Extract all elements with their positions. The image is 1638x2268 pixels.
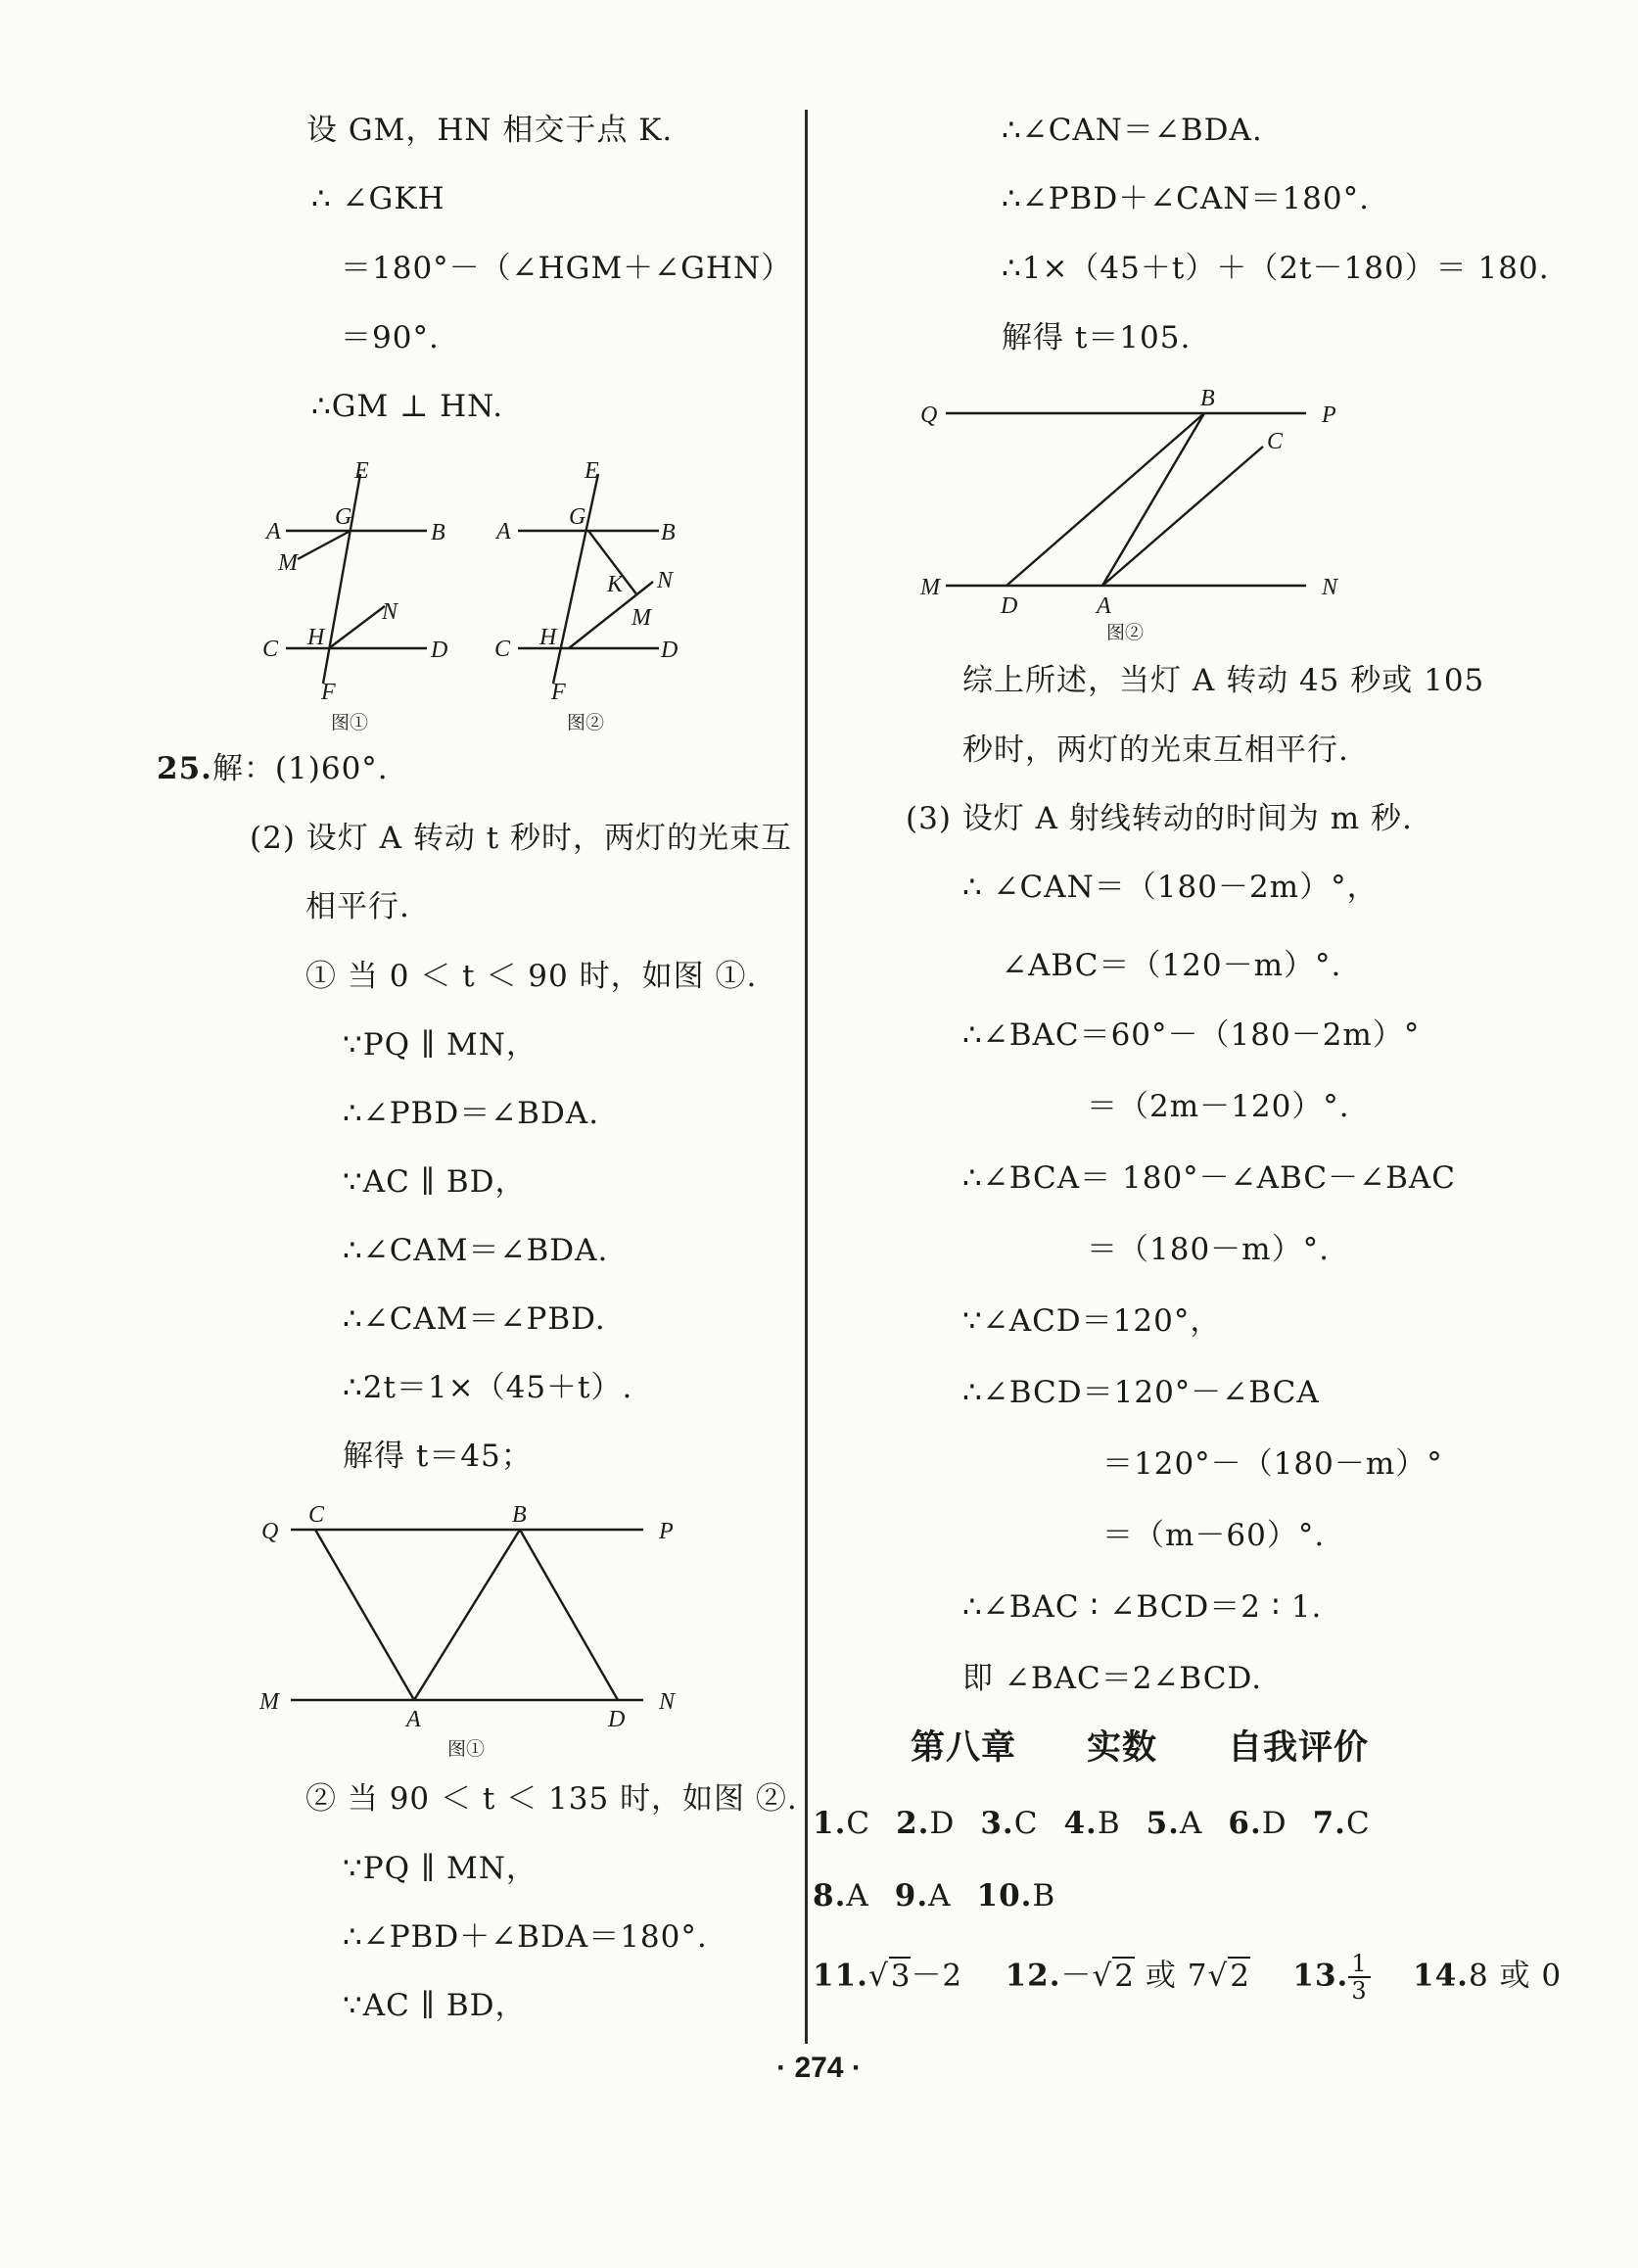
answer-text: － <box>1060 1958 1093 1994</box>
label-b: B <box>431 520 445 545</box>
answer-item <box>1147 1806 1203 1841</box>
figure-caption: 图① <box>447 1739 486 1760</box>
text-line: 综上所述，当灯 A 转动 45 秒或 105 <box>962 663 1485 698</box>
answer-item <box>896 1806 955 1841</box>
text-line: ∴∠BCD＝120°－∠BCA <box>962 1375 1320 1410</box>
figure-pq-mn-2 <box>911 382 1361 656</box>
label-m: M <box>920 575 940 600</box>
answer-item <box>813 1806 870 1841</box>
text-line: ∴∠BAC＝60°－（180－2m）° <box>962 1017 1421 1053</box>
numerator: 1 <box>1348 1951 1370 1978</box>
label-f: F <box>321 680 336 705</box>
label-q: Q <box>920 402 938 428</box>
radicand: 2 <box>1230 1958 1250 1994</box>
label-f: F <box>551 680 566 705</box>
label-h: H <box>307 625 325 650</box>
label-c: C <box>262 637 279 662</box>
label-m: M <box>278 550 298 576</box>
text-line: ∴∠BCA＝ 180°－∠ABC－∠BAC <box>962 1160 1456 1196</box>
text-line: (3) 设灯 A 射线转动的时间为 m 秒. <box>906 801 1413 836</box>
label-p: P <box>1322 402 1336 428</box>
page-number: · 274 · <box>776 2052 862 2084</box>
text-line: ∴ ∠GKH <box>311 181 445 216</box>
answer-item <box>977 1878 1056 1914</box>
label-h: H <box>539 625 557 650</box>
text-line: ＝（180－m）°. <box>1087 1232 1330 1267</box>
sqrt-symbol: √ <box>1092 1958 1113 1994</box>
answer-choice: A <box>846 1878 869 1914</box>
text-line: ＝90°. <box>341 320 440 355</box>
answer-choice: A <box>1179 1806 1203 1841</box>
answer-item <box>1063 1806 1120 1841</box>
answer-number: 14. <box>1413 1958 1469 1994</box>
answer-choice: D <box>929 1806 956 1841</box>
question-text: 解：(1)60°. <box>211 751 389 786</box>
label-a: A <box>266 519 281 544</box>
text-line: ＝180°－（∠HGM＋∠GHN） <box>341 251 793 286</box>
figure-gk-left <box>255 452 470 736</box>
answer-choice: C <box>846 1806 871 1841</box>
text-line: ＝（m－60）°. <box>1102 1518 1326 1553</box>
radicand: 3 <box>890 1958 912 1994</box>
label-c: C <box>308 1502 325 1528</box>
label-d: D <box>608 1707 626 1732</box>
answer-item <box>1313 1806 1371 1841</box>
answer-number: 1. <box>813 1806 847 1841</box>
figure-pq-mn-1 <box>250 1498 710 1772</box>
label-n: N <box>659 1689 676 1715</box>
answer-number: 2. <box>896 1806 930 1841</box>
answer-number: 5. <box>1146 1806 1180 1841</box>
text-line: 设 GM，HN 相交于点 K. <box>306 113 674 148</box>
text-line: ∴∠PBD＋∠BDA＝180°. <box>343 1919 708 1955</box>
text-line: 解得 t＝105. <box>1002 320 1192 355</box>
text-line: ∴GM ⊥ HN. <box>311 389 504 424</box>
answer-number: 13. <box>1292 1958 1349 1994</box>
text-line: ∴1×（45＋t）＋（2t－180）＝ 180. <box>1002 251 1550 286</box>
answer-choice: D <box>1261 1806 1287 1841</box>
text-line: ∴∠PBD＋∠CAN＝180°. <box>1002 181 1370 216</box>
answer-choice: C <box>1345 1806 1371 1841</box>
label-g: G <box>569 504 586 530</box>
fraction <box>1348 1951 1370 2004</box>
chapter-title: 第八章 实数 自我评价 <box>911 1728 1370 1768</box>
label-q: Q <box>261 1519 279 1544</box>
label-k: K <box>607 572 624 597</box>
answer-item <box>813 1878 869 1914</box>
text-line: ∴∠PBD＝∠BDA. <box>343 1096 600 1131</box>
answer-number: 4. <box>1063 1806 1098 1841</box>
label-c: C <box>1267 429 1284 454</box>
label-m: M <box>632 605 651 631</box>
figure-caption: 图① <box>331 713 369 733</box>
label-d: D <box>431 638 448 663</box>
answer-item <box>1228 1806 1287 1841</box>
text-line: ∵PQ ∥ MN， <box>343 1851 538 1886</box>
text-line: ∴∠CAN＝∠BDA. <box>1002 113 1263 148</box>
answer-number: 8. <box>813 1878 847 1914</box>
label-n: N <box>1322 575 1338 600</box>
label-a: A <box>1097 593 1111 619</box>
denominator: 3 <box>1351 1977 1368 2005</box>
label-e: E <box>354 458 369 484</box>
label-d: D <box>1001 593 1018 619</box>
label-m: M <box>259 1689 279 1715</box>
answer-number: 12. <box>1005 1958 1061 1994</box>
text-line: 即 ∠BAC＝2∠BCD. <box>962 1661 1263 1696</box>
label-p: P <box>659 1519 674 1544</box>
label-e: E <box>585 458 599 484</box>
text-line: ∴∠CAM＝∠BDA. <box>343 1233 609 1268</box>
column-divider <box>805 110 808 2044</box>
label-b: B <box>512 1502 527 1528</box>
text-line: 秒时，两灯的光束互相平行. <box>962 732 1349 768</box>
answer-choice: C <box>1013 1806 1039 1841</box>
answer-text: 8 或 0 <box>1468 1958 1563 1994</box>
sqrt-symbol: √ <box>1207 1958 1229 1994</box>
label-c: C <box>494 637 511 662</box>
answer-number: 11. <box>813 1958 868 1994</box>
answer-choice: B <box>1097 1806 1121 1841</box>
label-g: G <box>335 504 352 530</box>
text-line: ∠ABC＝（120－m）°. <box>1002 948 1342 983</box>
figure-caption: 图② <box>567 713 605 733</box>
answer-number: 7. <box>1312 1806 1346 1841</box>
text-line: ＝120°－（180－m）° <box>1102 1446 1443 1482</box>
text-line: ∵AC ∥ BD， <box>343 1988 527 2023</box>
label-n: N <box>657 568 674 593</box>
answer-text: －2 <box>911 1958 963 1994</box>
text-line: (2) 设灯 A 转动 t 秒时，两灯的光束互 <box>250 821 793 856</box>
question-number: 25. <box>157 751 212 786</box>
text-line: ② 当 90 ＜ t ＜ 135 时，如图 ②. <box>305 1781 798 1817</box>
answers-row-1 <box>813 1804 1396 1843</box>
answers-row-3 <box>813 1951 1562 2004</box>
sqrt-symbol: √ <box>867 1958 889 1994</box>
answer-choice: A <box>928 1878 952 1914</box>
text-line: ∵∠ACD＝120°， <box>962 1303 1222 1339</box>
answer-number: 3. <box>980 1806 1014 1841</box>
text-line: 相平行. <box>305 889 410 924</box>
question-25 <box>157 749 389 788</box>
text-line: ① 当 0 ＜ t ＜ 90 时，如图 ①. <box>305 959 758 994</box>
figure-gk-right <box>485 452 710 736</box>
answer-number: 9. <box>894 1878 929 1914</box>
radicand: 2 <box>1114 1958 1136 1994</box>
text-line: ∴2t＝1×（45＋t）. <box>343 1370 633 1405</box>
text-line: ∵AC ∥ BD， <box>343 1164 527 1200</box>
text-line: 解得 t＝45； <box>343 1439 533 1474</box>
text-line: ∴∠BAC ∶ ∠BCD＝2 ∶ 1. <box>962 1589 1323 1625</box>
answer-text: 或 7 <box>1135 1958 1208 1994</box>
text-line: ∵PQ ∥ MN， <box>343 1027 538 1063</box>
label-b: B <box>1200 386 1215 411</box>
label-b: B <box>661 520 676 545</box>
label-n: N <box>382 599 398 625</box>
label-a: A <box>496 519 511 544</box>
answer-number: 6. <box>1228 1806 1262 1841</box>
label-d: D <box>661 638 679 663</box>
text-line: ∴ ∠CAN＝（180－2m）°， <box>962 870 1379 905</box>
answer-number: 10. <box>976 1878 1033 1914</box>
figure-caption: 图② <box>1106 623 1145 643</box>
answer-item <box>980 1806 1038 1841</box>
answers-row-2 <box>813 1876 1081 1915</box>
text-line: ∴∠CAM＝∠PBD. <box>343 1301 606 1337</box>
text-line: ＝（2m－120）°. <box>1087 1089 1350 1124</box>
label-a: A <box>406 1707 421 1732</box>
answer-choice: B <box>1032 1878 1056 1914</box>
answer-item <box>895 1878 952 1914</box>
